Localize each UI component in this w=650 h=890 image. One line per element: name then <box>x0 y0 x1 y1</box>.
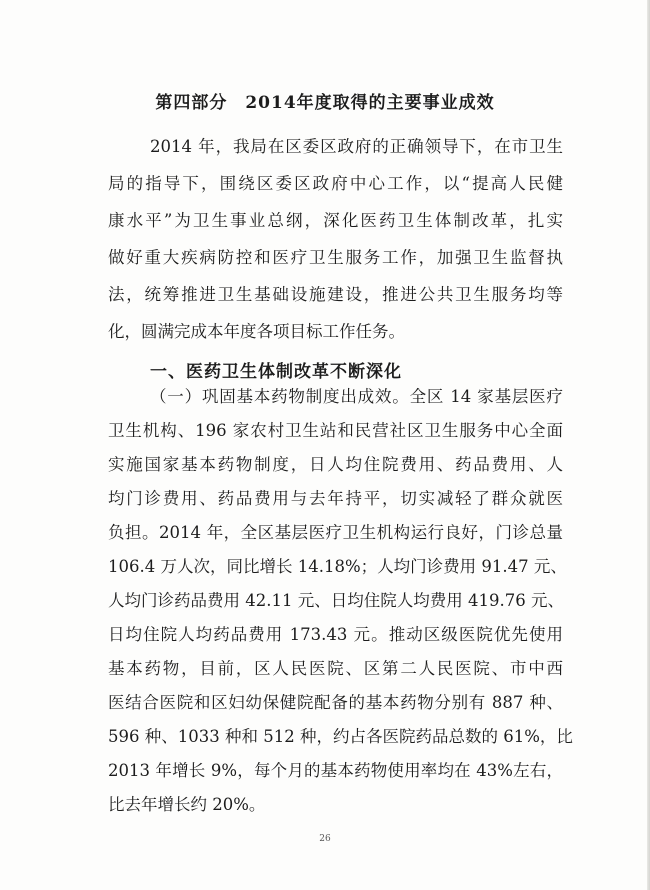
body-line-3: 实施国家基本药物制度，日人均住院费用、药品费用、人 <box>108 455 563 474</box>
body-line-10: 医结合医院和区妇幼保健院配备的基本药物分别有 887 种、 <box>108 693 563 712</box>
intro-line-3: 康水平”为卫生事业总纲，深化医药卫生体制改革，扎实 <box>108 211 563 230</box>
page-number: 26 <box>319 834 331 844</box>
intro-line-1: 2014 年，我局在区委区政府的正确领导下，在市卫生 <box>150 137 563 156</box>
intro-line-4: 做好重大疾病防控和医疗卫生服务工作，加强卫生监督执 <box>108 248 563 267</box>
body-line-7: 人均门诊药品费用 42.11 元、日均住院人均费用 419.76 元、 <box>108 591 564 610</box>
intro-line-5: 法，统筹推进卫生基础设施建设，推进公共卫生服务均等 <box>108 285 563 304</box>
intro-line-2: 局的指导下，围绕区委区政府中心工作，以“提高人民健 <box>108 174 563 193</box>
body-line-2: 卫生机构、196 家农村卫生站和民营社区卫生服务中心全面 <box>108 421 563 440</box>
intro-line-6: 化，圆满完成本年度各项目标工作任务。 <box>108 322 405 341</box>
body-line-4: 均门诊费用、药品费用与去年持平，切实减轻了群众就医 <box>108 489 563 508</box>
body-line-13: 比去年增长约 20%。 <box>108 795 266 814</box>
page-title <box>0 88 650 113</box>
body-line-9: 基本药物，目前，区人民医院、区第二人民医院、市中西 <box>108 659 563 678</box>
body-line-6: 106.4 万人次，同比增长 14.18%；人均门诊费用 91.47 元、 <box>108 557 567 576</box>
body-line-8: 日均住院人均药品费用 173.43 元。推动区级医院优先使用 <box>108 625 563 644</box>
body-line-11: 596 种、1033 种和 512 种，约占各医院药品总数的 61%，比 <box>108 727 573 746</box>
body-line-12: 2013 年增长 9%，每个月的基本药物使用率均在 43%左右， <box>108 761 563 780</box>
body-line-5: 负担。2014 年，全区基层医疗卫生机构运行良好，门诊总量 <box>108 523 563 542</box>
title-text: 2014年度取得的主要事业成效 <box>245 93 495 113</box>
section-heading: 一、医药卫生体制改革不断深化 <box>150 362 402 382</box>
body-line-1: （一）巩固基本药物制度出成效。全区 14 家基层医疗 <box>150 387 563 406</box>
title-part: 第四部分 <box>155 93 228 113</box>
